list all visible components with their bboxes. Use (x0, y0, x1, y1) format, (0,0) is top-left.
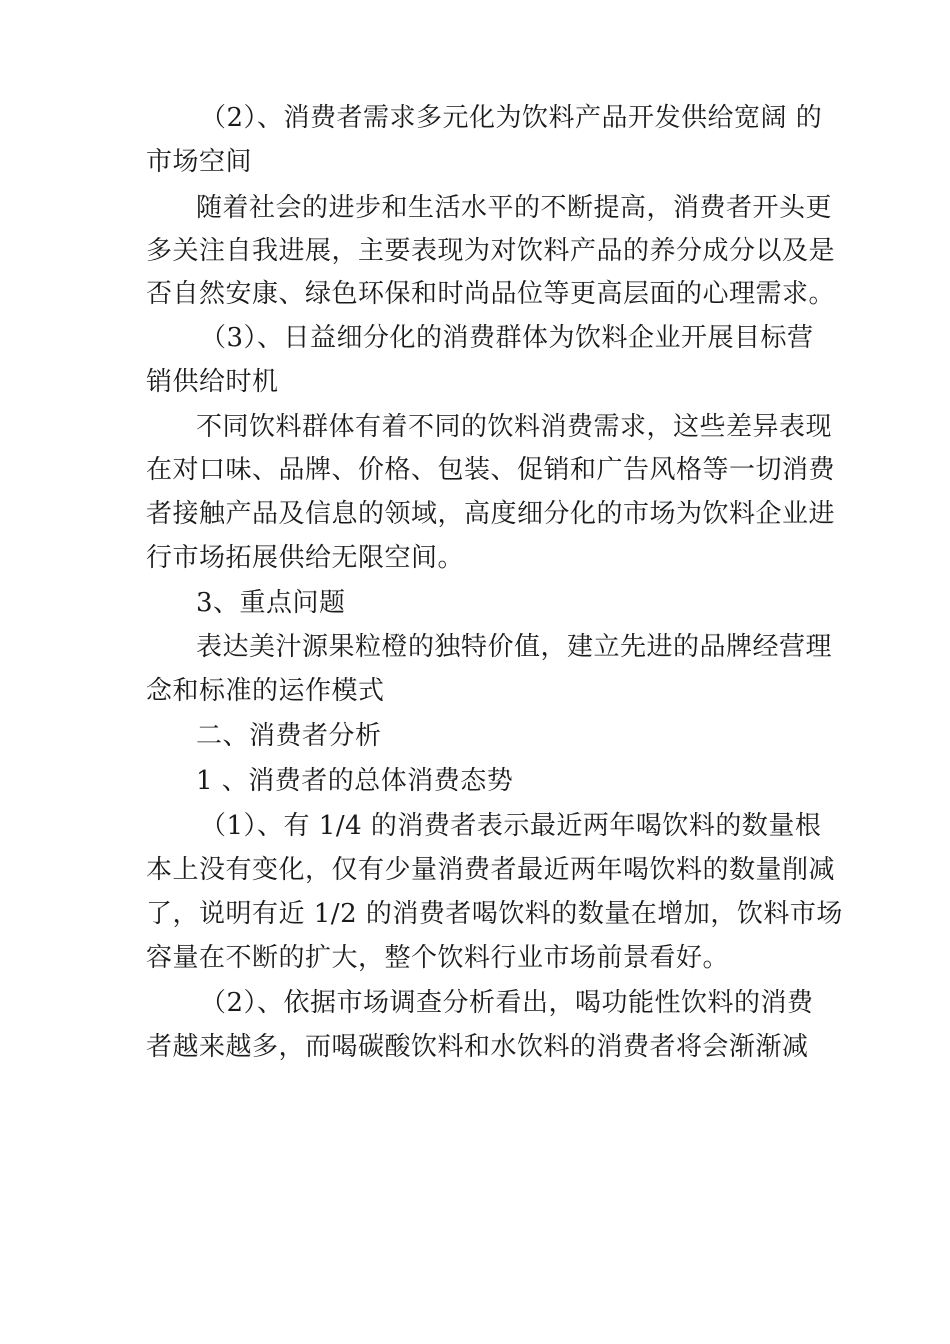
paragraph-line: 行市场拓展供给无限空间。 (146, 543, 465, 573)
paragraph-line: （1）、有 1/4 的消费者表示最近两年喝饮料的数量根 (200, 811, 822, 841)
paragraph-line: 在对口味、品牌、价格、包装、促销和广告风格等一切消费 (146, 455, 836, 485)
paragraph-line: 容量在不断的扩大，整个饮料行业市场前景看好。 (146, 943, 730, 973)
paragraph-line: 不同饮料群体有着不同的饮料消费需求，这些差异表现 (196, 412, 833, 442)
section-heading: 1 、消费者的总体消费态势 (196, 766, 514, 796)
paragraph-line: 随着社会的进步和生活水平的不断提高，消费者开头更 (196, 193, 833, 223)
paragraph-line: 念和标准的运作模式 (146, 676, 385, 706)
paragraph-line: （2）、依据市场调查分析看出，喝功能性饮料的消费 (200, 988, 814, 1018)
paragraph-line: 否自然安康、绿色环保和时尚品位等更高层面的心理需求。 (146, 279, 836, 309)
paragraph-line: 者接触产品及信息的领域，高度细分化的市场为饮料企业进 (146, 499, 836, 529)
heading-line: （3）、日益细分化的消费群体为饮料企业开展目标营 (200, 323, 814, 353)
paragraph-line: 表达美汁源果粒橙的独特价值，建立先进的品牌经营理 (196, 632, 833, 662)
section-heading: 二、消费者分析 (196, 721, 382, 751)
section-heading: 3、重点问题 (196, 588, 346, 618)
heading-line: （2）、消费者需求多元化为饮料产品开发供给宽阔 的 (200, 103, 823, 133)
heading-line: 销供给时机 (146, 367, 279, 397)
paragraph-line: 本上没有变化，仅有少量消费者最近两年喝饮料的数量削减 (146, 855, 836, 885)
paragraph-line: 多关注自我进展，主要表现为对饮料产品的养分成分以及是 (146, 236, 836, 266)
paragraph-line: 了，说明有近 1/2 的消费者喝饮料的数量在增加，饮料市场 (146, 899, 843, 929)
paragraph-line: 者越来越多，而喝碳酸饮料和水饮料的消费者将会渐渐减 (146, 1032, 809, 1062)
heading-line: 市场空间 (146, 147, 253, 177)
